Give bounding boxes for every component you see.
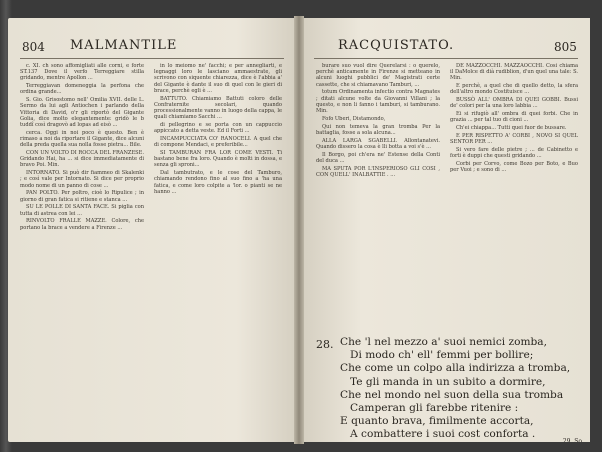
paragraph: SI TAMBURAN FRA LOR COME VESTI. Ti bastano bene fra loro. Quando è molti in dossa, e senza gli sproni... <box>154 150 282 169</box>
page-number-left: 804 <box>22 40 45 54</box>
left-column-2 <box>154 63 282 197</box>
paragraph: Qui non temeva la gran tromba Per la battaglia, fosse a sola alcuna... <box>316 123 440 136</box>
paragraph: E PER RISPETTO A' CORBI , NOVO SI QUEL SENTOR PER ... <box>450 133 578 146</box>
verse-line: Camperan gli farebbe ritenire : <box>350 402 519 415</box>
page-number-right: 805 <box>554 40 577 54</box>
right-page <box>304 18 590 442</box>
paragraph: MA SPUTA POR L'INSPERIOSO GLI COSI , CON QUELL' INALBATTIE . ... <box>316 165 440 178</box>
paragraph: SU LE POLLE DI SANTA FACE. Si piglia con tutta di astrea con lei ... <box>20 204 144 217</box>
verse-line: A combattere i suoi cost conforta . <box>350 428 536 441</box>
paragraph: Si vero fare delle pietre ; ... de Cabinetto e forti è duppi che questi gridando ... <box>450 147 578 160</box>
book-gutter <box>294 16 304 444</box>
paragraph: INCAMPUCCIATA CO' RANOCELI. A quel che di compone Mendaci, e preferibile... <box>154 136 282 149</box>
right-column-1 <box>316 63 440 323</box>
paragraph: ALLA LARGA SGABELLI. Allontanatevi. Quando dissero la cosa è lli botta a voi s'è ... <box>316 137 440 150</box>
paragraph: DE MAZZOCCHI. MAZZAOCCHI. Cosi chiama il DaMolce di dià rudiblion, d'un quel una tale: S. Min. <box>450 63 578 82</box>
paragraph: E perchè, a quel che di quello detto, la sfera dell'altro mondo Costituisce ... <box>450 83 578 96</box>
paragraph: Corbi per Corvo, come Bozo per Boto, e Buo per Vuoi ; e sono di ... <box>450 161 578 174</box>
paragraph: INTORNATO. Si può dir fiammeo di Skalenki ; e così vale per Intornato. Si dice per proprio modo nome di un panno di cose ... <box>20 170 144 189</box>
verse-line: Te gli manda in un subito a dormire, <box>350 375 546 388</box>
verse-line: Che 'l nel mezzo a' suoi nemici zomba, <box>340 336 547 348</box>
paragraph: RINVOLTO FRALLE MAZZE. Colore, che portano la brace a vendere a Firenze ... <box>20 218 144 231</box>
verse-line: Che nel mondo nel suon della sua tromba <box>340 388 564 401</box>
left-page <box>8 18 294 442</box>
stanza <box>340 336 580 442</box>
stanza-number: 28. <box>316 338 334 351</box>
paragraph: di pellegrino e se porta con un cappuccio appiccato a detta veste. Ed il Forti ... <box>154 122 282 135</box>
catchword: 29. So <box>562 438 582 442</box>
paragraph: Ei si rifugiò all' ombra di quei forbi. Che in grazia ... per tal tuo di cioni ... <box>450 111 578 124</box>
paragraph: S. Gio. Grisostomo nell' Omilia XVII. delle L. Sermo da lui agli Antiochen i parlando della Vittoria di David, o'r gli riportò del Gigante Golia, dice molto elegantemente: gridò le b tuddî così dragovò ad lopas ad eisò ... <box>20 97 144 129</box>
paragraph: totum Ordinamenta infectio contra Magnates ; ditati alcune volte da Giovanni Villani ; la questo, e non li fanno i tamburi, si tamburano. Min. <box>316 89 440 115</box>
paragraph: BUSSÒ ALL' OMBRA DI QUEI GOBBI. Bussi de' colori per la una loro labbia ... <box>450 97 578 110</box>
right-column-2 <box>450 63 578 323</box>
paragraph: Ch'ei chiappa... Tutti quei fuor de bussare. <box>456 125 567 132</box>
verse-line: Che come un colpo alla indirizza a tromba, <box>340 362 571 375</box>
paragraph: CON UN VOLTO DI ROCCA DEL FRANZESE. Gridando Hai, ha ... si dice immediatamente di bravo Poi. Min. <box>20 150 144 169</box>
paragraph: Fofo Uberi, Distamondo, <box>322 115 386 122</box>
paragraph: Il Borgo, poi ch'era ne' Estense della Conti del duca ... <box>316 151 440 164</box>
verse-line: Di modo ch' ell' femmi per bollire; <box>350 349 534 362</box>
paragraph: Terreggiavan domeneggia la perfona che ordina grande... <box>20 83 144 96</box>
paragraph: cerca. Oggi in noi poco è questo. Ben è rimaso a noi da riportare il Gigante, dice alcuni della preda quella sua nolla fosse pietra... Bile. <box>20 129 144 149</box>
left-column-1 <box>20 63 144 232</box>
paragraph: PAN POLTO. Per poltro, cioè lo Ripulice ; in giorno di gran fatica si ritiene e stanca ... <box>20 190 144 203</box>
paragraph: in lo meiomo ne' facchi; e per annegliarti, e legnaggi loro le lasciano ammaestrate, gli scrivono con siquente chiarezza, dice è l'abbia a' del Gigante è dante il suo di quel con le gieri di brace, perchè egli è ... <box>154 63 282 94</box>
header-rule-left <box>20 58 284 59</box>
running-head-right: RACQUISTATO. <box>338 38 455 53</box>
running-head-left: MALMANTILE <box>70 38 178 53</box>
verse-line: E quanto brava, fimilmente accorta, <box>340 415 534 428</box>
header-rule-right <box>314 58 578 59</box>
paragraph: Dal tambutrato, e le cose del Tamburo, chiamando rendono fino al suo fino a 'ha una fatica, e come loro colpite a 'lor. o pianti se ne hanno ... <box>154 170 282 195</box>
paragraph: BATTUTO. Chiamiamo Battuti coloro delle Confraternite secolari, quando processionalmente vanno in luogo della cappa, le quali chiamiamo Sacchi ... <box>154 95 282 121</box>
paragraph: c. XI. ch sono affomigliati alle corni, e forte ST.137 Dove il verfo Terreggiare stilla gridando, mentre Apollon ... <box>20 63 144 82</box>
paragraph: burare suo vuol dire Querelarsi : o querelo, perchè anticamente in Firenze si metteano in alcuni luoghi pubblici de' Magistrati certe cassette, che si chiamavano Tamburi, ... <box>316 63 440 88</box>
